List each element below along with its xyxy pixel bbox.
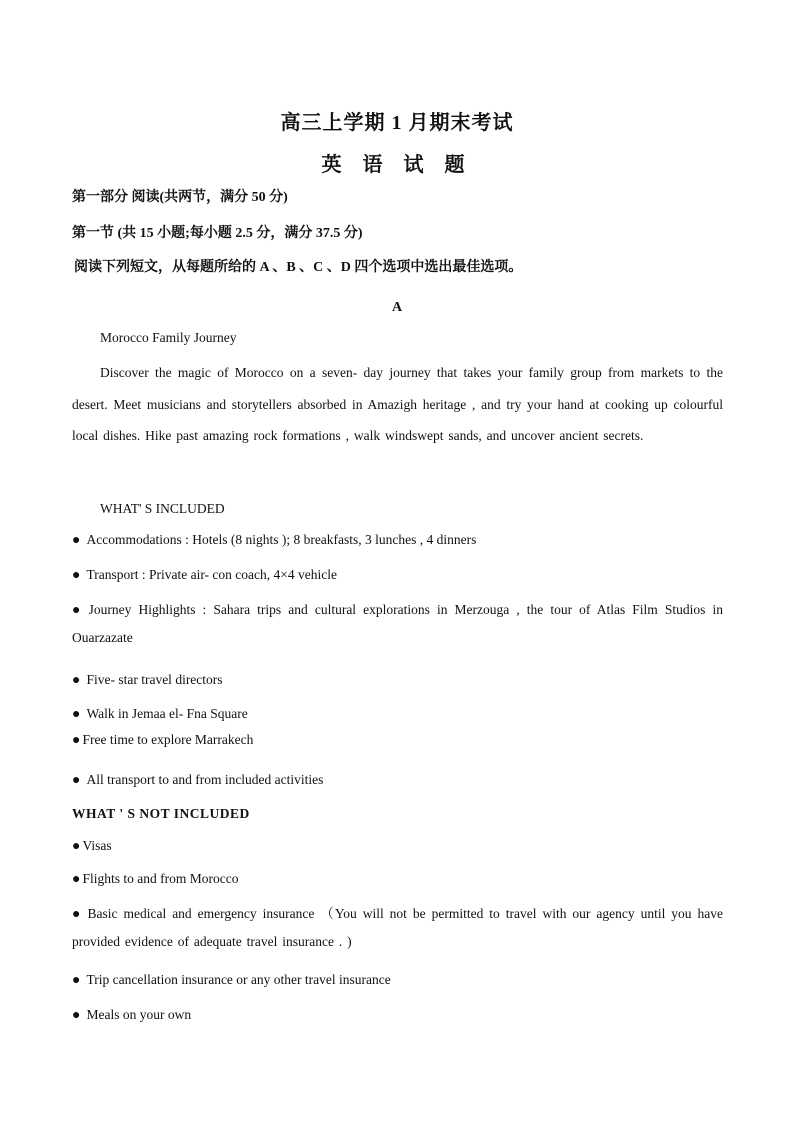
list-item [72, 871, 238, 888]
list-item [72, 672, 223, 689]
bullet-icon: ● [72, 907, 82, 922]
not-included-heading: WHAT ' S NOT INCLUDED [72, 806, 250, 821]
part-heading: 第一部分 阅读(共两节，满分 50 分) [72, 190, 288, 205]
subject-title: 英 语 试 题 [321, 154, 473, 176]
list-item [72, 900, 723, 955]
bullet-icon: ● [72, 973, 81, 988]
list-item [72, 732, 253, 749]
passage-label: A [391, 300, 403, 315]
bullet-icon: ● [72, 1008, 81, 1023]
list-item [72, 706, 248, 723]
list-item-text: Visas [82, 838, 112, 853]
list-item [72, 972, 391, 989]
list-item [72, 772, 323, 789]
list-item-text: Five- star travel directors [86, 672, 223, 687]
list-item-text: All transport to and from included activities [86, 772, 324, 787]
list-item-text: Flights to and from Morocco [82, 871, 239, 886]
bullet-icon: ● [72, 603, 83, 618]
section-heading: 第一节 (共 15 小题;每小题 2.5 分，满分 37.5 分) [72, 226, 363, 241]
included-heading: WHAT' S INCLUDED [100, 501, 225, 516]
list-item-text: Walk in Jemaa el- Fna Square [86, 706, 248, 721]
list-item-text: Journey Highlights : Sahara trips and cultural explorations in Merzouga , the tour of Atlas Film Studios in Ouarzazate [72, 602, 723, 645]
bullet-icon: ● [72, 839, 81, 854]
list-item [72, 838, 112, 855]
passage-title: Morocco Family Journey [100, 330, 237, 345]
list-item [72, 596, 723, 651]
list-item-text: Basic medical and emergency insurance （You will not be permitted to travel with our agency until you have provided evidence of adequate travel insurance . ) [72, 906, 723, 949]
list-item-text: Free time to explore Marrakech [82, 732, 254, 747]
list-item [72, 532, 476, 549]
exam-title: 高三上学期 1 月期末考试 [280, 112, 514, 134]
list-item [72, 1007, 191, 1024]
bullet-icon: ● [72, 568, 81, 583]
bullet-icon: ● [72, 773, 81, 788]
bullet-icon: ● [72, 533, 81, 548]
instruction-text: 阅读下列短文，从每题所给的 A 、B 、C 、D 四个选项中选出最佳选项。 [74, 260, 523, 275]
bullet-icon: ● [72, 673, 81, 688]
bullet-icon: ● [72, 707, 81, 722]
list-item-text: Meals on your own [86, 1007, 192, 1022]
list-item-text: Transport : Private air- con coach, 4×4 vehicle [86, 567, 337, 582]
list-item-text: Accommodations : Hotels (8 nights ); 8 breakfasts, 3 lunches , 4 dinners [86, 532, 477, 547]
list-item [72, 567, 337, 584]
bullet-icon: ● [72, 872, 81, 887]
passage-paragraph: Discover the magic of Morocco on a seven- day journey that takes your family group from markets to the desert. Meet musicians and storytellers absorbed in Amazigh heritage , and try your hand at cooking up colourful local dishes. Hike past amazing rock formations , walk windswept sands, and uncover ancient secrets. [72, 365, 723, 443]
list-item-text: Trip cancellation insurance or any other travel insurance [86, 972, 391, 987]
bullet-icon: ● [72, 733, 81, 748]
